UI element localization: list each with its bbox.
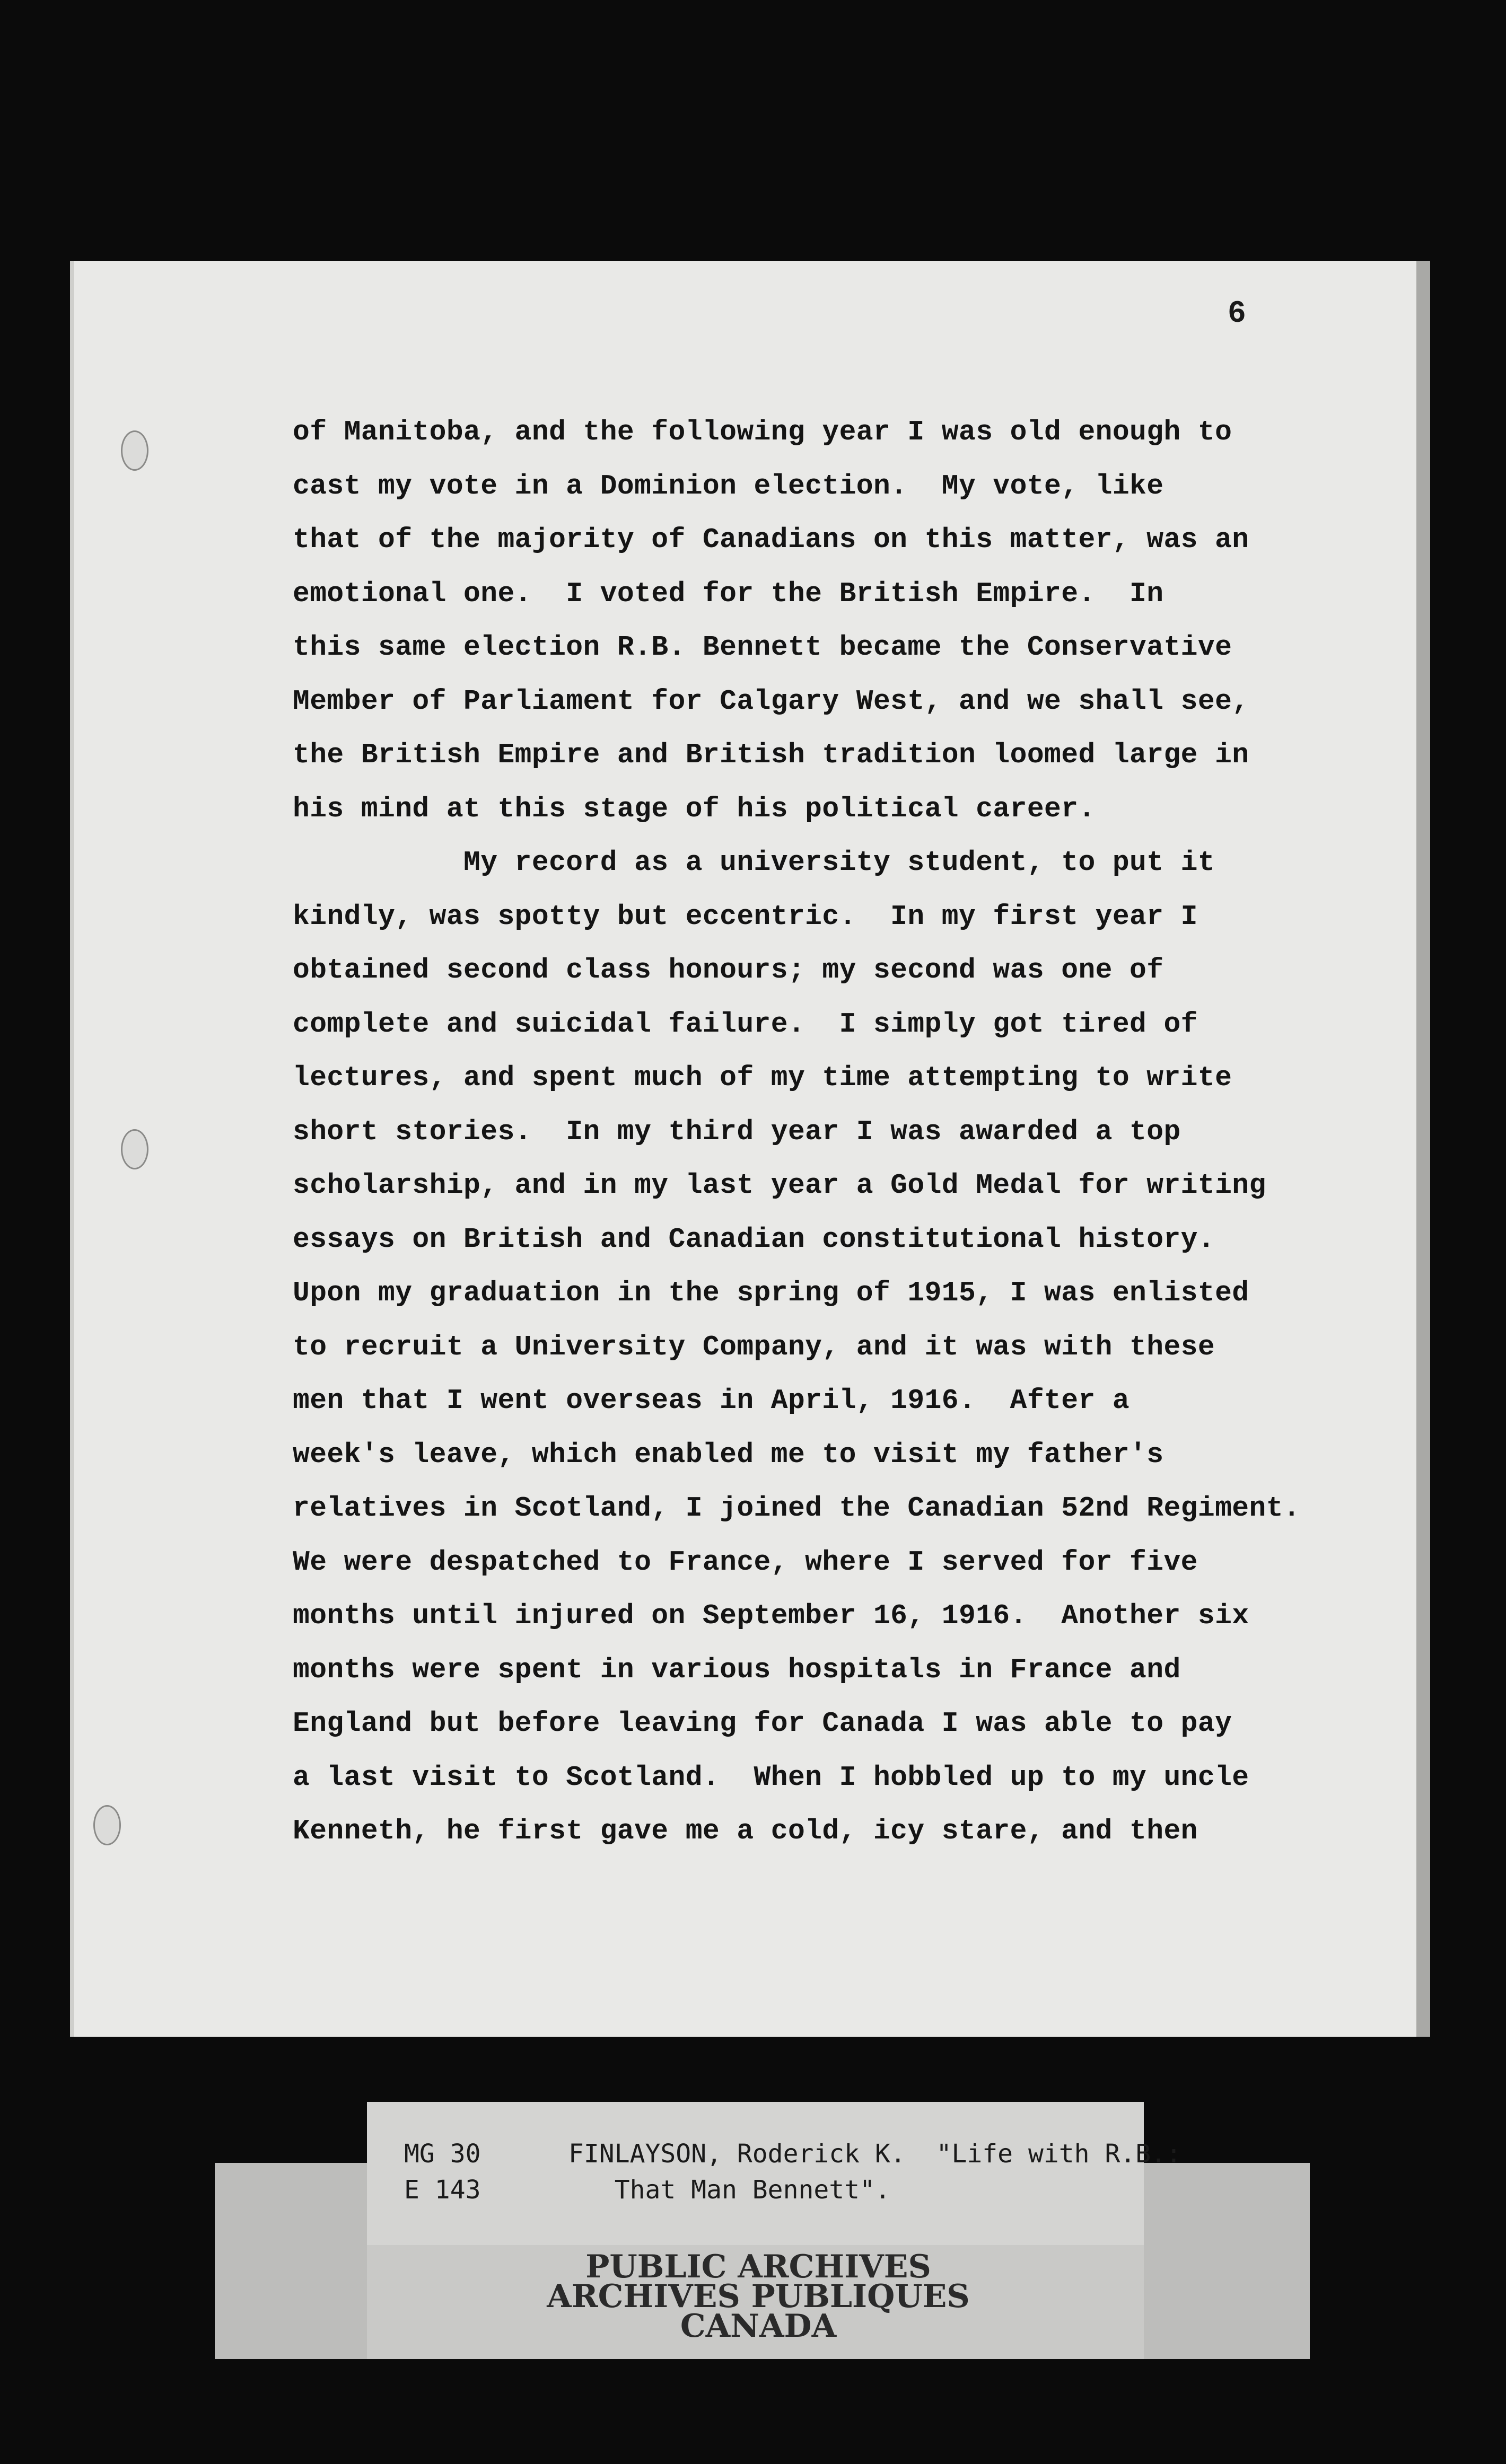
text-line: cast my vote in a Dominion election. My vote, like <box>293 470 1164 502</box>
text-line: kindly, was spotty but eccentric. In my first year I <box>293 900 1198 932</box>
text-line: scholarship, and in my last year a Gold Medal for writing <box>293 1169 1266 1201</box>
text-line: week's leave, which enabled me to visit my father's <box>293 1438 1164 1471</box>
text-line: England but before leaving for Canada I was able to pay <box>293 1708 1232 1739</box>
text-line: Kenneth, he first gave me a cold, icy stare, and then <box>293 1815 1198 1847</box>
punch-hole <box>93 1805 121 1845</box>
text-line: We were despatched to France, where I served for five <box>293 1546 1198 1578</box>
text-line: relatives in Scotland, I joined the Canadian 52nd Regiment. <box>293 1492 1301 1524</box>
archive-fonds: MG 30 <box>404 2139 481 2169</box>
page-number: 6 <box>1228 297 1246 331</box>
text-line: the British Empire and British tradition loomed large in <box>293 739 1249 771</box>
page-edge <box>1416 261 1430 2037</box>
punch-hole <box>121 430 148 471</box>
text-line: My record as a university student, to put it <box>293 847 1215 878</box>
text-line: his mind at this stage of his political career. <box>293 793 1096 825</box>
text-line: short stories. In my third year I was awarded a top <box>293 1115 1181 1148</box>
archive-description-line2: That Man Bennett". <box>568 2175 890 2205</box>
stamp-line-english: PUBLIC ARCHIVES <box>585 2248 931 2285</box>
text-line: Upon my graduation in the spring of 1915, I was enlisted <box>293 1277 1249 1309</box>
text-line: Member of Parliament for Calgary West, and we shall see, <box>293 685 1249 717</box>
stamp-line-french: ARCHIVES PUBLIQUES <box>547 2278 970 2315</box>
text-line: essays on British and Canadian constitutional history. <box>293 1223 1215 1255</box>
archive-label-card <box>367 2102 1144 2245</box>
archive-volume: E 143 <box>404 2175 481 2205</box>
archive-description-line1: FINLAYSON, Roderick K. "Life with R.B.: <box>568 2139 1181 2169</box>
text-line: to recruit a University Company, and it was with these <box>293 1331 1215 1363</box>
text-line: men that I went overseas in April, 1916. After a <box>293 1385 1130 1416</box>
text-line: emotional one. I voted for the British Empire. In <box>293 577 1164 610</box>
text-line: complete and suicidal failure. I simply got tired of <box>293 1008 1198 1040</box>
text-line: months were spent in various hospitals in France and <box>293 1653 1181 1686</box>
punch-hole <box>121 1129 148 1169</box>
text-line: this same election R.B. Bennett became the Conservative <box>293 631 1232 663</box>
typed-body-text <box>293 406 1406 1859</box>
text-line: a last visit to Scotland. When I hobbled up to my uncle <box>293 1761 1249 1793</box>
text-line: obtained second class honours; my second was one of <box>293 954 1164 986</box>
text-line: lectures, and spent much of my time attempting to write <box>293 1062 1232 1094</box>
text-line: that of the majority of Canadians on this matter, was an <box>293 524 1249 556</box>
text-line: of Manitoba, and the following year I was old enough to <box>293 416 1232 448</box>
archive-stamp <box>530 2248 986 2345</box>
stamp-line-country: CANADA <box>680 2308 837 2345</box>
text-line: months until injured on September 16, 1916. Another six <box>293 1600 1249 1632</box>
